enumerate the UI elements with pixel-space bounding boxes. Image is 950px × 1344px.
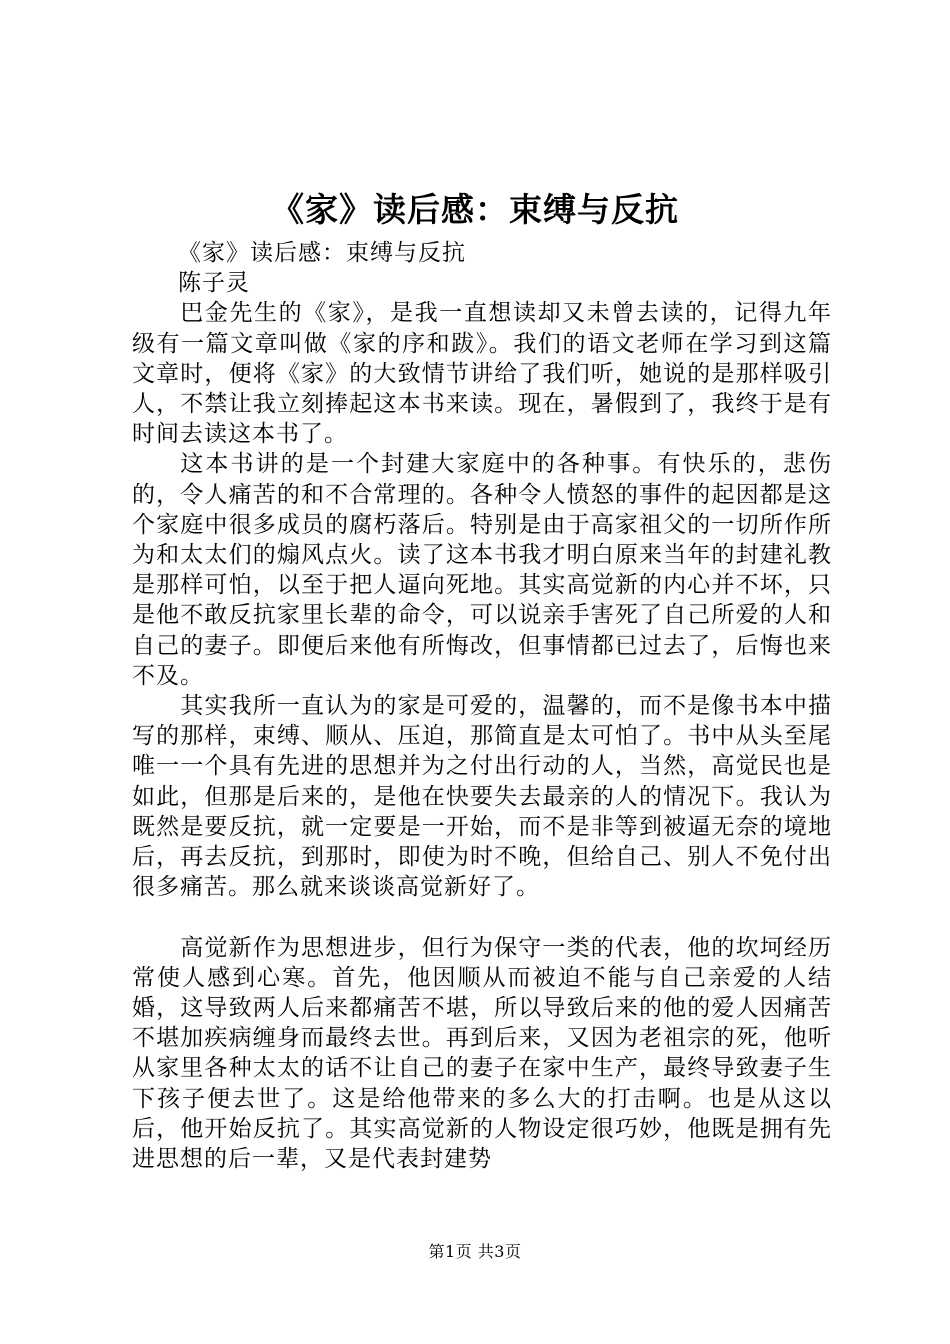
- page-number-footer: 第1页 共3页: [428, 1242, 522, 1261]
- document-body: [132, 238, 832, 1174]
- paragraph-3: 其实我所一直认为的家是可爱的，温馨的，而不是像书本中描写的那样，束缚、顺从、压迫，那简直是太可怕了。书中从头至尾唯一一个具有先进的思想并为之付出行动的人，当然，高觉民也是如此，但那是后来的，是他在快要失去最亲的人的情况下。我认为既然是要反抗，就一定要是一开始，而不是非等到被逼无奈的境地后，再去反抗，到那时，即使为时不晚，但给自己、别人不免付出很多痛苦。那么就来谈谈高觉新好了。: [132, 693, 832, 901]
- paragraph-spacer: [132, 902, 832, 932]
- paragraph-4: 高觉新作为思想进步，但行为保守一类的代表，他的坎坷经历常使人感到心寒。首先，他因顺从而被迫不能与自己亲爱的人结婚，这导致两人后来都痛苦不堪，所以导致后来的他的爱人因痛苦不堪加疾病缠身而最终去世。再到后来，又因为老祖宗的死，他听从家里各种太太的话不让自己的妻子在家中生产，最终导致妻子生下孩子便去世了。这是给他带来的多么大的打击啊。也是从这以后，他开始反抗了。其实高觉新的人物设定很巧妙，他既是拥有先进思想的后一辈，又是代表封建势: [132, 934, 832, 1173]
- paragraph-1: 巴金先生的《家》，是我一直想读却又未曾去读的，记得九年级有一篇文章叫做《家的序和跋》。我们的语文老师在学习到这篇文章时，便将《家》的大致情节讲给了我们听，她说的是那样吸引人，不禁让我立刻捧起这本书来读。现在，暑假到了，我终于是有时间去读这本书了。: [132, 300, 832, 448]
- subtitle-line: 《家》读后感：束缚与反抗: [178, 240, 466, 266]
- page-title: 《家》读后感：束缚与反抗: [271, 190, 679, 229]
- author-line: 陈子灵: [178, 270, 250, 297]
- paragraph-2: 这本书讲的是一个封建大家庭中的各种事。有快乐的，悲伤的，令人痛苦的和不合常理的。各种令人愤怒的事件的起因都是这个家庭中很多成员的腐朽落后。特别是由于高家祖父的一切所作所为和太太们的煽风点火。读了这本书我才明白原来当年的封建礼教是那样可怕，以至于把人逼向死地。其实高觉新的内心并不坏，只是他不敢反抗家里长辈的命令，可以说亲手害死了自己所爱的人和自己的妻子。即便后来他有所悔改，但事情都已过去了，后悔也来不及。: [132, 451, 832, 689]
